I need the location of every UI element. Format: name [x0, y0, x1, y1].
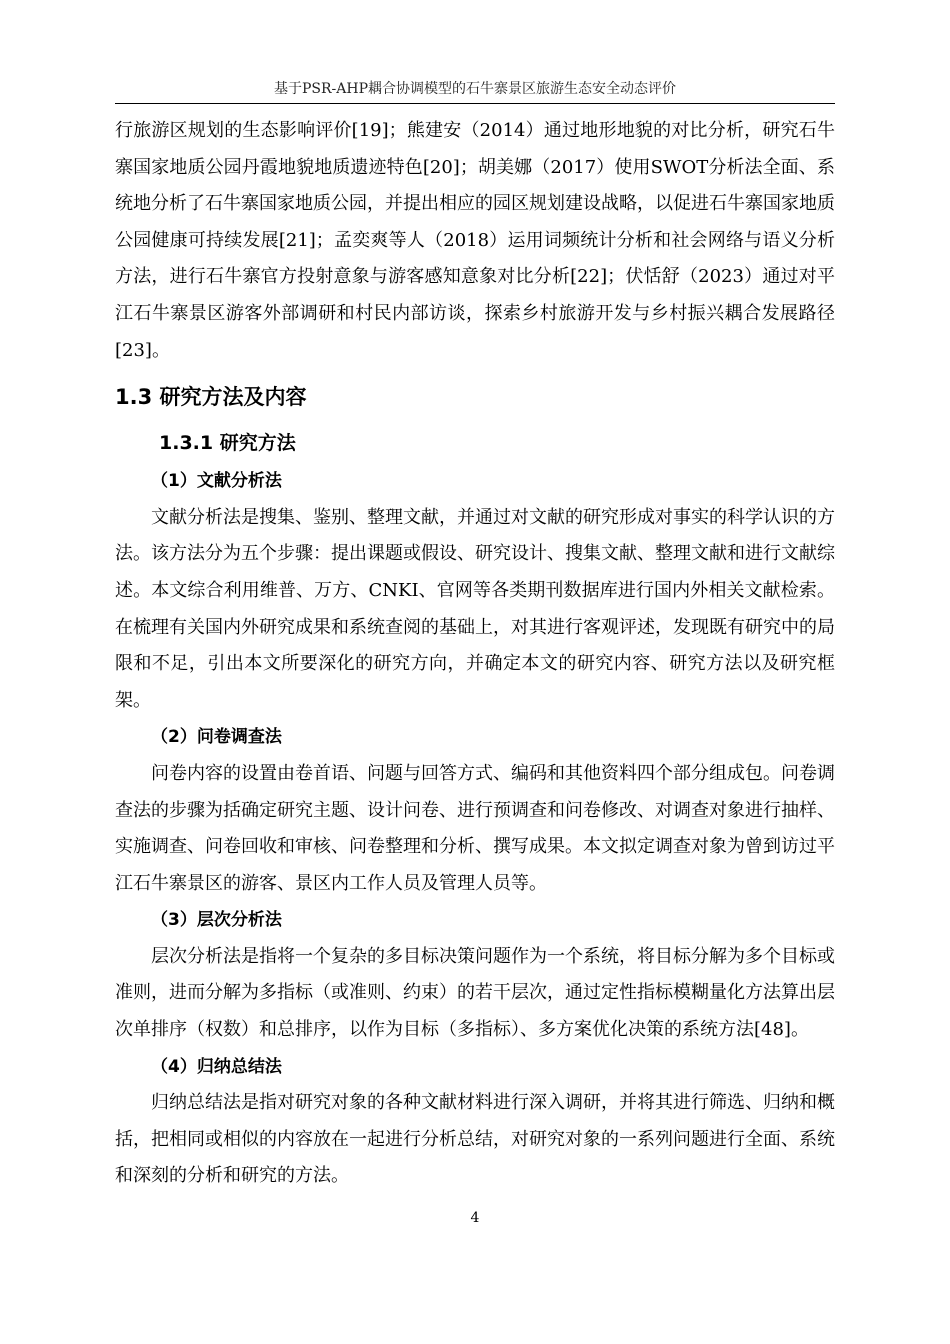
intro-paragraph: 行旅游区规划的生态影响评价[19]；熊建安（2014）通过地形地貌的对比分析，研究石牛寨国家地质公园丹霞地貌地质遗迹特色[20]；胡美娜（2017）使用SWOT分析法全面、系统地分析了石牛寨国家地质公园，并提出相应的园区规划建设战略，以促进石牛寨国家地质公园健康可持续发展[21]；孟奕爽等人（2018）运用词频统计分析和社会网络与语义分析方法，进行石牛寨官方投射意象与游客感知意象对比分析[22]；伏恬舒（2023）通过对平江石牛寨景区游客外部调研和村民内部访谈，探索乡村旅游开发与乡村振兴耦合发展路径[23]。 — [115, 120, 835, 361]
method-text-literature: 文献分析法是搜集、鉴别、整理文献，并通过对文献的研究形成对事实的科学认识的方法。该方法分为五个步骤：提出课题或假设、研究设计、搜集文献、整理文献和进行文献综述。本文综合利用维普、万方、CNKI、官网等各类期刊数据库进行国内外相关文献检索。在梳理有关国内外研究成果和系统查阅的基础上，对其进行客观评述，发现既有研究中的局限和不足，引出本文所要深化的研究方向，并确定本文的研究内容、研究方法以及研究框架。 — [115, 506, 835, 711]
page-number: 4 — [470, 1210, 480, 1226]
method-text-induction: 归纳总结法是指对研究对象的各种文献材料进行深入调研，并将其进行筛选、归纳和概括，把相同或相似的内容放在一起进行分析总结，对研究对象的一系列问题进行全面、系统和深刻的分析和研究的方法。 — [115, 1092, 835, 1187]
section-heading: 1.3 研究方法及内容 — [115, 385, 307, 410]
method-text-ahp: 层次分析法是指将一个复杂的多目标决策问题作为一个系统，将目标分解为多个目标或准则，进而分解为多指标（或准则、约束）的若干层次，通过定性指标模糊量化方法算出层次单排序（权数）和总排序，以作为目标（多指标）、多方案优化决策的系统方法[48]。 — [115, 945, 835, 1041]
method-heading-induction: （4）归纳总结法 — [151, 1056, 282, 1077]
method-heading-ahp: （3）层次分析法 — [151, 910, 282, 931]
method-heading-questionnaire: （2）问卷调查法 — [151, 727, 282, 748]
running-header: 基于PSR-AHP耦合协调模型的石牛寨景区旅游生态安全动态评价 — [273, 81, 677, 97]
subsection-heading: 1.3.1 研究方法 — [159, 432, 296, 455]
method-heading-literature: （1）文献分析法 — [151, 471, 282, 492]
document-body — [115, 113, 835, 1195]
method-text-questionnaire: 问卷内容的设置由卷首语、问题与回答方式、编码和其他资料四个部分组成包。问卷调查法的步骤为括确定研究主题、设计问卷、进行预调查和问卷修改、对调查对象进行抽样、实施调查、问卷回收和审核、问卷整理和分析、撰写成果。本文拟定调查对象为曾到访过平江石牛寨景区的游客、景区内工作人员及管理人员等。 — [115, 762, 835, 894]
header-divider — [115, 103, 835, 104]
